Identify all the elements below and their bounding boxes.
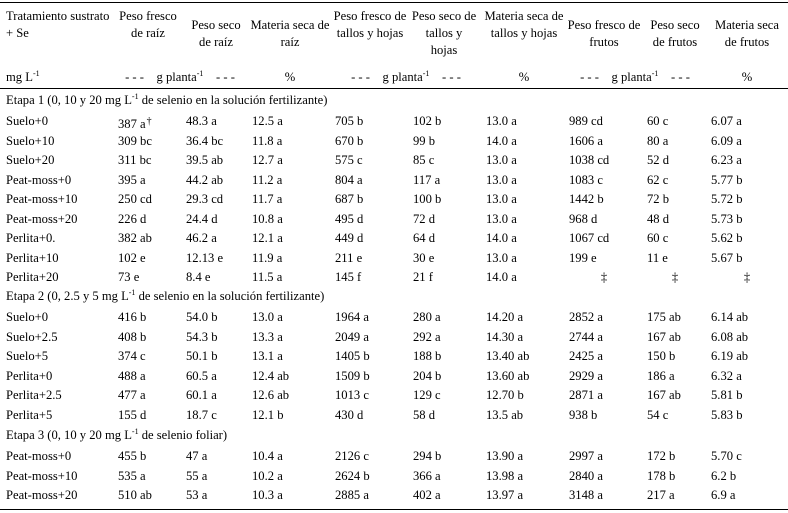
row-label: Peat-moss+10	[6, 468, 78, 483]
table-cell: 575 c	[335, 153, 363, 167]
table-cell: 12.5 a	[252, 114, 283, 128]
table-cell: 44.2 ab	[186, 172, 224, 187]
table-cell: 52 d	[647, 153, 670, 167]
table-cell: 211 e	[335, 250, 363, 265]
row-label: Peat-moss+0	[6, 172, 72, 187]
table-cell: 80 a	[647, 133, 669, 148]
table-cell: 387 a†	[118, 116, 152, 131]
table-cell: 129 c	[413, 388, 441, 402]
table-cell: 60.5 a	[186, 368, 217, 383]
table-cell: 2126 c	[335, 449, 369, 463]
table-cell: 102 e	[118, 250, 146, 265]
table-cell: 12.70 b	[486, 388, 524, 402]
table-cell: 311 bc	[118, 153, 152, 167]
row-label: Peat-moss+20	[6, 488, 78, 502]
table-cell: 6.19 ab	[711, 349, 749, 363]
table-cell: 64 d	[413, 231, 436, 245]
table-cell: 3148 a	[569, 488, 603, 502]
table-cell: 21 f	[413, 270, 433, 284]
table-cell: 374 c	[118, 349, 146, 363]
table-cell: 167 ab	[647, 329, 681, 344]
table-cell: 535 a	[118, 468, 146, 483]
table-cell: 13.98 a	[486, 468, 524, 483]
table-cell: 294 b	[413, 449, 442, 463]
table-cell: 54 c	[647, 407, 669, 422]
table-cell: 60 c	[647, 231, 669, 245]
table-cell: 5.72 b	[711, 192, 743, 206]
table-cell: 416 b	[118, 310, 147, 324]
table-cell: 14.0 a	[486, 270, 517, 284]
table-cell: 13.0 a	[486, 211, 517, 226]
table-cell: 6.9 a	[711, 488, 736, 502]
table-cell: 488 a	[118, 368, 146, 383]
table-cell: 2840 a	[569, 468, 603, 483]
table-cell: 13.0 a	[486, 114, 517, 128]
table-cell: 199 e	[569, 250, 597, 265]
column-header: Tratamiento sustrato + Se	[6, 9, 110, 40]
column-header: Materia seca de raíz	[250, 18, 330, 49]
table-cell: 12.1 b	[252, 407, 284, 422]
table-cell: 8.4 e	[186, 270, 211, 284]
table-cell: 30 e	[413, 250, 435, 265]
table-cell: 14.20 a	[486, 310, 524, 324]
table-cell: 430 d	[335, 407, 364, 422]
table-cell: 1038 cd	[569, 153, 610, 167]
table-cell: 2929 a	[569, 368, 603, 383]
table-cell: 968 d	[569, 211, 598, 226]
table-cell: 366 a	[413, 468, 441, 483]
table-cell: 13.0 a	[486, 192, 517, 206]
units-percent: %	[518, 70, 530, 84]
table-cell: 60 c	[647, 114, 669, 128]
column-header: Peso seco de tallos y hojas	[411, 9, 477, 57]
table-cell: 14.0 a	[486, 133, 517, 148]
table-cell: 12.1 a	[252, 231, 283, 245]
table-cell: 55 a	[186, 468, 208, 483]
row-label: Perlita+10	[6, 250, 59, 265]
table-cell: 100 b	[413, 192, 442, 206]
table-cell: 6.07 a	[711, 114, 742, 128]
table-cell: ‡	[671, 270, 679, 284]
units-g-planta: - - - g planta$^{-1}$ - - -	[125, 69, 235, 84]
units-sup: -1	[422, 69, 430, 78]
row-label: Suelo+10	[6, 133, 55, 148]
table-cell: 72 b	[647, 192, 670, 206]
table-cell: 47 a	[186, 449, 208, 463]
footnote-mark: †	[146, 116, 152, 127]
column-header: Peso fresco de raíz	[119, 9, 177, 40]
table-cell: 13.5 ab	[486, 407, 524, 422]
table-cell: 186 a	[647, 368, 675, 383]
row-label: Peat-moss+20	[6, 211, 78, 226]
table-cell: 280 a	[413, 310, 441, 324]
table-cell: 178 b	[647, 468, 676, 483]
table-cell: 14.30 a	[486, 329, 524, 344]
table-cell: 12.13 e	[186, 250, 224, 265]
table-cell: 5.77 b	[711, 172, 743, 187]
table-cell: 24.4 d	[186, 211, 218, 226]
table-cell: 48.3 a	[186, 114, 217, 128]
table-cell: 402 a	[413, 488, 441, 502]
table-cell: 5.81 b	[711, 388, 743, 402]
table-cell: 73 e	[118, 270, 140, 284]
table-cell: 58 d	[413, 407, 436, 422]
table-cell: 2997 a	[569, 449, 603, 463]
table-cell: 204 b	[413, 368, 442, 383]
column-header: Peso fresco de tallos y hojas	[333, 9, 407, 40]
table-cell: 60.1 a	[186, 388, 217, 402]
row-label: Perlita+20	[6, 270, 59, 284]
table-cell: 11.9 a	[252, 250, 283, 265]
table-cell: 938 b	[569, 407, 598, 422]
table-cell: 292 a	[413, 329, 441, 344]
column-header: Materia seca de frutos	[715, 18, 779, 49]
row-label: Peat-moss+10	[6, 192, 78, 206]
units-label: mg $L^{-1}$	[6, 69, 40, 84]
section-title: Etapa 2 (0, 2.5 y 5 mg $L^{-1}$ de selenio en la solución fertilizante)	[6, 288, 325, 303]
table-cell: 5.73 b	[711, 211, 743, 226]
table-cell: 11.7 a	[252, 192, 283, 206]
table-cell: 408 b	[118, 329, 147, 344]
table-cell: 48 d	[647, 211, 670, 226]
table-cell: ‡	[600, 270, 608, 284]
units-g-planta: - - - g planta$^{-1}$ - - -	[351, 69, 461, 84]
table-cell: 10.2 a	[252, 468, 283, 483]
table-cell: 188 b	[413, 349, 442, 363]
table-cell: 670 b	[335, 133, 364, 148]
table-cell: 11.8 a	[252, 133, 283, 148]
table-cell: 705 b	[335, 114, 364, 128]
units-sup: -1	[196, 69, 204, 78]
table-cell: 117 a	[413, 172, 441, 187]
table-cell: 54.0 b	[186, 310, 218, 324]
column-header: Peso seco de frutos	[650, 18, 700, 49]
table-cell: 217 a	[647, 488, 675, 502]
table-cell: 1509 b	[335, 368, 370, 383]
table-cell: 382 ab	[118, 231, 152, 245]
section-title-sup: -1	[131, 92, 139, 101]
section-title: Etapa 1 (0, 10 y 20 mg $L^{-1}$ de selenio en la solución fertilizante)	[6, 92, 328, 107]
table-cell: 10.8 a	[252, 211, 283, 226]
section-title: Etapa 3 (0, 10 y 20 mg $L^{-1}$ de selenio foliar)	[6, 427, 228, 442]
table-cell: 2624 b	[335, 468, 370, 483]
row-label: Suelo+0	[6, 310, 49, 324]
row-label: Suelo+2.5	[6, 329, 58, 344]
table-cell: 13.1 a	[252, 349, 283, 363]
table-cell: 6.09 a	[711, 133, 742, 148]
table-cell: 13.0 a	[486, 153, 517, 167]
table-cell: 14.0 a	[486, 231, 517, 245]
table-cell: 1067 cd	[569, 231, 610, 245]
table-cell: 99 b	[413, 133, 436, 148]
table-cell: 6.14 ab	[711, 310, 749, 324]
row-label: Suelo+20	[6, 153, 55, 167]
table-cell: 53 a	[186, 488, 208, 502]
table-cell: 2852 a	[569, 310, 603, 324]
table-cell: 72 d	[413, 211, 436, 226]
table-cell: 62 c	[647, 172, 669, 187]
table-cell: 11.2 a	[252, 172, 283, 187]
table-cell: 50.1 b	[186, 349, 218, 363]
table-cell: 6.32 a	[711, 368, 742, 383]
table-cell: 102 b	[413, 114, 442, 128]
bottom-rule	[0, 509, 788, 510]
table-cell: 687 b	[335, 192, 364, 206]
units-percent: %	[284, 70, 296, 84]
table-cell: 2885 a	[335, 488, 369, 502]
table-cell: 11 e	[647, 250, 668, 265]
column-header: Peso fresco de frutos	[567, 18, 641, 49]
table-cell: 18.7 c	[186, 407, 217, 422]
table-cell: ‡	[743, 270, 751, 284]
table-cell: 1013 c	[335, 388, 369, 402]
table-cell: 395 a	[118, 172, 146, 187]
units-sup: -1	[651, 69, 659, 78]
table-cell: 29.3 cd	[186, 192, 224, 206]
table-cell: 804 a	[335, 172, 363, 187]
header-rule	[0, 88, 788, 89]
table-cell: 10.3 a	[252, 488, 283, 502]
table-cell: 39.5 ab	[186, 153, 224, 167]
section-title-sup: -1	[131, 427, 139, 436]
table-cell: 145 f	[335, 270, 362, 284]
table-cell: 5.83 b	[711, 407, 743, 422]
units-g-planta: - - - g planta$^{-1}$ - - -	[580, 69, 690, 84]
table-cell: 5.70 c	[711, 449, 742, 463]
row-label: Suelo+0	[6, 114, 49, 128]
column-header: Peso seco de raíz	[191, 18, 241, 49]
table-cell: 6.08 ab	[711, 329, 749, 344]
row-label: Perlita+5	[6, 407, 53, 422]
units-sup: -1	[32, 69, 40, 78]
top-rule	[0, 2, 788, 3]
table-cell: 2425 a	[569, 349, 603, 363]
table-cell: 989 cd	[569, 114, 603, 128]
table-cell: 172 b	[647, 449, 676, 463]
table-cell: 5.62 b	[711, 231, 743, 245]
table-cell: 13.0 a	[252, 310, 283, 324]
table-cell: 477 a	[118, 388, 146, 402]
table-cell: 150 b	[647, 349, 676, 363]
units-percent: %	[741, 70, 753, 84]
column-header: Materia seca de tallos y hojas	[484, 9, 564, 40]
table-cell: 250 cd	[118, 192, 152, 206]
table-cell: 11.5 a	[252, 270, 283, 284]
table-cell: 167 ab	[647, 388, 681, 402]
table-cell: 2049 a	[335, 329, 369, 344]
table-cell: 36.4 bc	[186, 133, 224, 148]
table-cell: 175 ab	[647, 310, 681, 324]
table-cell: 10.4 a	[252, 449, 283, 463]
row-label: Peat-moss+0	[6, 449, 72, 463]
table-cell: 1606 a	[569, 133, 603, 148]
table-cell: 13.90 a	[486, 449, 524, 463]
table-cell: 6.23 a	[711, 153, 742, 167]
row-label: Suelo+5	[6, 349, 49, 363]
table-cell: 155 d	[118, 407, 147, 422]
row-label: Perlita+0	[6, 368, 53, 383]
table-cell: 455 b	[118, 449, 147, 463]
table-cell: 46.2 a	[186, 231, 217, 245]
table-cell: 226 d	[118, 211, 147, 226]
table-cell: 13.40 ab	[486, 349, 530, 363]
table-cell: 1442 b	[569, 192, 604, 206]
table-cell: 13.60 ab	[486, 368, 530, 383]
row-label: Perlita+2.5	[6, 388, 62, 402]
table-cell: 13.97 a	[486, 488, 524, 502]
table-cell: 12.7 a	[252, 153, 283, 167]
table-cell: 12.4 ab	[252, 368, 290, 383]
table-cell: 13.0 a	[486, 250, 517, 265]
row-label: Perlita+0.	[6, 231, 56, 245]
table-cell: 2744 a	[569, 329, 603, 344]
table-cell: 12.6 ab	[252, 388, 290, 402]
table-cell: 495 d	[335, 211, 364, 226]
table-cell: 85 c	[413, 153, 435, 167]
table-cell: 1405 b	[335, 349, 370, 363]
table-cell: 449 d	[335, 231, 364, 245]
section-title-sup: -1	[128, 288, 136, 297]
table-cell: 13.3 a	[252, 329, 283, 344]
table-cell: 5.67 b	[711, 250, 743, 265]
table-cell: 13.0 a	[486, 172, 517, 187]
table-cell: 1964 a	[335, 310, 369, 324]
table-cell: 2871 a	[569, 388, 603, 402]
table-cell: 309 bc	[118, 133, 152, 148]
table-cell: 54.3 b	[186, 329, 218, 344]
table-cell: 510 ab	[118, 488, 152, 502]
table-cell: 6.2 b	[711, 468, 737, 483]
table-cell: 1083 c	[569, 172, 603, 187]
